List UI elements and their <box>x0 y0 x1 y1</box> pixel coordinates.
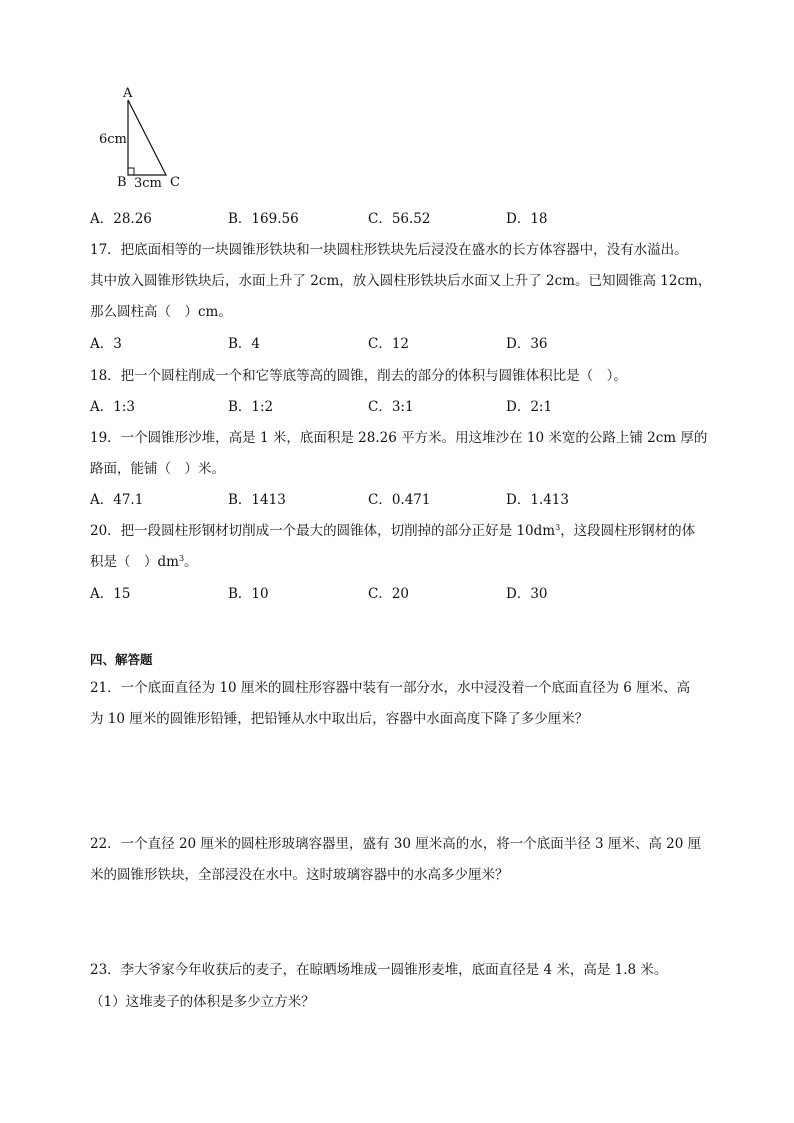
side-bc-label: 3cm <box>134 176 162 191</box>
q16-option-a[interactable]: A．28.26 <box>90 211 152 227</box>
q20-line2-superscript: 3 <box>178 554 185 563</box>
q22-text-line-2: 米的圆锥形铁块，全部浸没在水中。这时玻璃容器中的水高多少厘米？ <box>90 867 509 883</box>
q20-option-b[interactable]: B．10 <box>228 586 269 602</box>
q20-line1-text-a: 20．把一段圆柱形钢材切削成一个最大的圆锥体，切削掉的部分正好是 10dm <box>90 523 556 539</box>
q20-text-line-2 <box>90 550 198 570</box>
vertex-b-label: B <box>117 175 127 190</box>
q23-text-line-1: 23．李大爷家今年收获后的麦子，在晾晒场堆成一圆锥形麦堆，底面直径是 4 米，高是 1.8 米。 <box>90 962 668 978</box>
q23-text-line-2: （1）这堆麦子的体积是多少立方米？ <box>90 994 315 1010</box>
q17-text-line-1: 17．把底面相等的一块圆锥形铁块和一块圆柱形铁块先后浸没在盛水的长方体容器中，没有水溢出。 <box>90 242 688 258</box>
q22-text-line-1: 22．一个直径 20 厘米的圆柱形玻璃容器里，盛有 30 厘米高的水，将一个底面半径 3 厘米、高 20 厘 <box>90 836 702 852</box>
q19-text-line-1: 19．一个圆锥形沙堆，高是 1 米，底面积是 28.26 平方米。用这堆沙在 10 米宽的公路上铺 2cm 厚的 <box>90 430 708 446</box>
q19-option-a[interactable]: A．47.1 <box>90 492 144 508</box>
q21-text-line-2: 为 10 厘米的圆锥形铅锤，把铅锤从水中取出后，容器中水面高度下降了多少厘米？ <box>90 711 589 727</box>
q17-text-line-3: 那么圆柱高（ ）cm。 <box>90 304 232 320</box>
q20-line1-superscript: 3 <box>555 523 561 532</box>
q20-line2-text-b: 。 <box>184 554 198 570</box>
q18-text-line-1: 18．把一个圆柱削成一个和它等底等高的圆锥，削去的部分的体积与圆锥体积比是（ ）。 <box>90 368 627 384</box>
q20-text-line-1 <box>90 519 695 539</box>
q19-option-d[interactable]: D．1.413 <box>506 492 569 508</box>
q18-option-d[interactable]: D．2:1 <box>506 399 553 415</box>
q19-option-b[interactable]: B．1413 <box>228 492 286 508</box>
q18-option-c[interactable]: C．3:1 <box>368 399 414 415</box>
triangle-figure <box>90 86 200 196</box>
q20-option-d[interactable]: D．30 <box>506 586 548 602</box>
right-angle-mark <box>128 168 134 175</box>
q18-option-a[interactable]: A．1:3 <box>90 399 135 415</box>
q19-text-line-2: 路面，能铺（ ）米。 <box>90 461 225 477</box>
q17-option-d[interactable]: D．36 <box>506 336 548 352</box>
section-4-title: 四、解答题 <box>90 652 153 667</box>
q19-option-c[interactable]: C．0.471 <box>368 492 431 508</box>
side-ab-label: 6cm <box>99 132 127 147</box>
q17-text-line-2: 其中放入圆锥形铁块后，水面上升了 2cm，放入圆柱形铁块后水面又上升了 2cm。已知圆锥高 12cm， <box>90 273 712 289</box>
q20-line2-text-a: 积是（ ）dm <box>90 554 179 570</box>
triangle-shape <box>128 100 166 175</box>
q17-option-a[interactable]: A．3 <box>90 336 122 352</box>
q17-option-c[interactable]: C．12 <box>368 336 410 352</box>
q20-option-a[interactable]: A．15 <box>90 586 131 602</box>
q18-option-b[interactable]: B．1:2 <box>228 399 274 415</box>
q16-option-b[interactable]: B．169.56 <box>228 211 299 227</box>
q21-text-line-1: 21．一个底面直径为 10 厘米的圆柱形容器中装有一部分水，水中浸没着一个底面直径为 6 厘米、高 <box>90 680 691 696</box>
q16-option-c[interactable]: C．56.52 <box>368 211 431 227</box>
q17-option-b[interactable]: B．4 <box>228 336 261 352</box>
q16-option-d[interactable]: D．18 <box>506 211 548 227</box>
q20-option-c[interactable]: C．20 <box>368 586 410 602</box>
q20-line1-text-b: ，这段圆柱形钢材的体 <box>560 523 696 539</box>
vertex-a-label: A <box>123 86 133 101</box>
vertex-c-label: C <box>170 175 180 190</box>
